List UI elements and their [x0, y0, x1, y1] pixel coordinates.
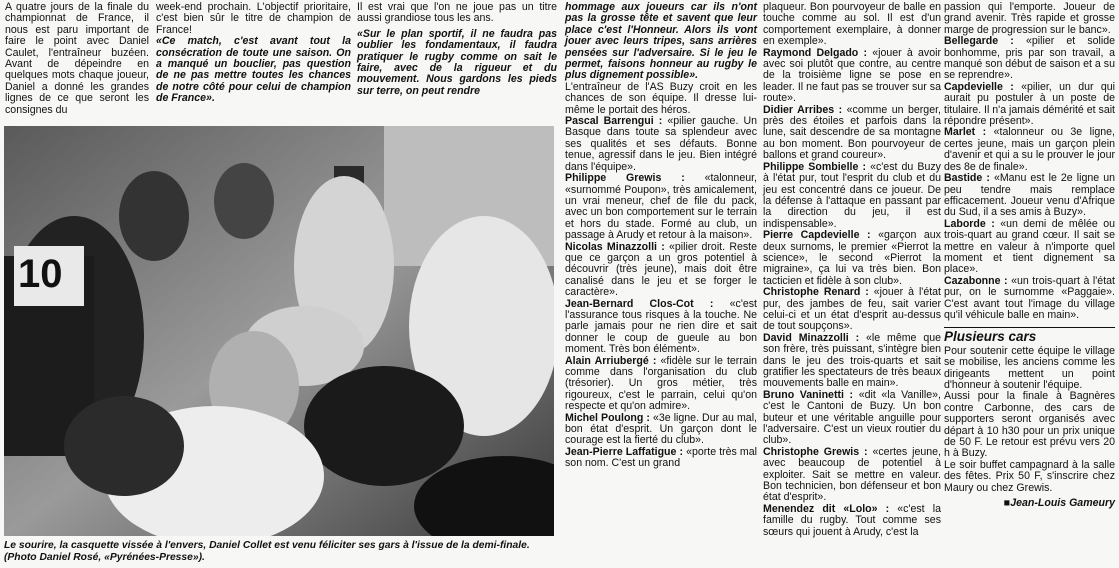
player-name: Didier Arribes :: [763, 103, 843, 116]
player-description: «jouer à avoir avec soi plutôt que contre, au centre de la troisième ligne se pose en leader. Il ne faut pas se trouver sur sa route».: [763, 46, 941, 105]
article-column-5: [763, 2, 941, 538]
photo-illustration: [4, 126, 554, 536]
player-description: «pilier gauche. Un Basque dans toute sa splendeur avec ses qualités et ses défauts. Bonne tenue, agressif dans le jeu. Bien intégré dans l'équipe».: [565, 115, 757, 173]
player-name: Pierre Capdevielle :: [763, 229, 871, 242]
player-description: «pilier, un dur qui aurait pu postuler à un poste de titulaire. Il n'a jamais démérité et sait répondre présent».: [944, 80, 1116, 128]
jersey-number: 10: [18, 252, 63, 296]
author-signature: ■ Jean-Louis Gameury: [944, 498, 1115, 509]
player-entry: [763, 48, 941, 105]
coach-quote-3: hommage aux joueurs car ils n'ont pas la grosse tête et savent que leur place c'est l'Honneur. Alors ils vont jouer avec leurs tripes, sans arrières pensées sur l'adversaire. Si le jeu le permet, faisons honneur au rugby le plus dignement possible».: [565, 1, 757, 82]
player-entry: [763, 105, 941, 162]
player-description: «le même que son frère, très puissant, s'intègre bien dans le jeu des trois-quarts et sait gratifier les spectateurs de très beaux mouvements balle en main».: [763, 331, 941, 390]
player-entry: [565, 242, 757, 299]
player-entry: [763, 447, 941, 504]
photo-caption: Le sourire, la casquette vissée à l'envers, Daniel Collet est venu féliciter ses gars à l'issue de la demi-finale. (Photo Daniel Rosé, «Pyrénées-Presse»).: [4, 540, 530, 563]
article-column-6: [944, 2, 1115, 509]
player-name: Alain Arriubergé :: [565, 354, 657, 367]
player-entry: [565, 116, 757, 173]
player-name: Michel Poulong :: [565, 411, 650, 424]
player-name: David Minazzolli :: [763, 331, 860, 344]
player-description: «jouer à l'état pur, des jambes de feu, sait varier celui-ci et un état d'esprit au-dessus de tout soupçons».: [763, 286, 941, 333]
player-entry: [565, 299, 757, 356]
column-6-lead: passion qui l'emporte. Joueur de grand avenir. Très rapide et grosse marge de progression sur le banc».: [944, 1, 1115, 36]
player-entry: [944, 36, 1115, 82]
player-entry: [944, 127, 1115, 173]
player-description: «fidèle sur le terrain comme dans l'organisation du club (trésorier). Un gros métier, très rigoureux, c'est le parrain, celui qu'on respecte et qu'on admire».: [565, 354, 757, 413]
player-name: Christophe Renard :: [763, 286, 869, 299]
player-name: Jean-Bernard Clos-Cot :: [565, 297, 714, 310]
player-description: «pilier et solide bonhomme, pris par son travail, a manqué son début de saison et a su se reprendre».: [944, 35, 1116, 82]
article-column-4: [565, 2, 757, 470]
player-entry: [763, 390, 941, 447]
column-5-lead: plaqueur. Bon pourvoyeur de balle en touche comme au sol. Il est d'un comportement exemplaire, à donner en exemple».: [763, 1, 941, 48]
article-column-2: [156, 2, 351, 105]
player-description: «c'est du Buzy à l'état pur, tout l'esprit du club et du jeu est concentré dans ce joueur. De la défense à l'attaque en passant par la direction du jeu, il est indispensable».: [763, 160, 941, 230]
player-description: «un demi de mêlée ou trois-quart au grand cœur. Il sait se mettre en valeur à n'importe quel moment et tient dignement sa place».: [944, 217, 1115, 276]
title-paragraph: Il est vrai que l'on ne joue pas un titre aussi grandiose tous les ans.: [357, 1, 557, 25]
player-entry: [944, 82, 1115, 128]
player-name: Bruno Vaninetti :: [763, 388, 854, 401]
player-entry: [944, 276, 1115, 322]
player-list-3: [944, 36, 1115, 321]
player-description: «pilier droit. Reste que ce garçon a un gros potentiel à découvrir (très jeune), mais doit être canalisé dans le jeu et se forger le caractère».: [565, 240, 757, 299]
player-entry: [944, 219, 1115, 276]
player-name: Raymond Delgado :: [763, 46, 868, 59]
coach-quote-2: «Sur le plan sportif, il ne faudra pas oublier les fondamentaux, il faudra pratiquer le rugby comme on sait le faire, avec de la rigueur et du mouvement. Nous gardons les pieds sur terre, on peut rendre: [357, 27, 557, 97]
player-name: Menendez dit «Lolo» :: [763, 502, 890, 515]
player-name: Philippe Grewis :: [565, 172, 685, 185]
player-name: Christophe Grewis :: [763, 445, 868, 458]
player-name: Bellegarde :: [944, 35, 1014, 48]
player-name: Marlet :: [944, 126, 987, 139]
player-description: «certes jeune, avec beaucoup de potentiel à exploiter. Sait se mettre en valeur. Bon technicien, bon défenseur et bon état d'esprit».: [763, 445, 941, 504]
buses-paragraph: Aussi pour la finale à Bagnères contre Carbonne, des cars de supporters seront organisés avec départ à 10 h30 pour un prix unique de 50 F. Le retour est prévu vers 20 h à Buzy.: [944, 390, 1115, 460]
player-entry: [763, 333, 941, 390]
player-name: Pascal Barrengui :: [565, 115, 663, 128]
player-name: Nicolas Minazzolli :: [565, 240, 665, 253]
player-description: «talonneur ou 3e ligne, certes jeune, mais un garçon plein d'avenir et qui a su le prouver le jour des 8e de finale».: [944, 126, 1115, 173]
player-entry: [763, 504, 941, 538]
player-name: Jean-Pierre Laffatigue :: [565, 445, 683, 458]
player-list-2: [763, 48, 941, 538]
player-description: «c'est la famille du rugby. Tout comme ses sœurs qui jouent à Arudy, c'est la: [763, 502, 941, 538]
player-entry: [763, 162, 941, 230]
player-entry: [763, 287, 941, 333]
objective-paragraph: week-end prochain. L'objectif prioritaire, c'est bien sûr le titre de champion de France!: [156, 1, 351, 36]
player-name: Capdevielle :: [944, 80, 1014, 93]
player-entry: [763, 230, 941, 287]
locker-room-photo: [4, 126, 554, 536]
coach-quote-1: «Ce match, c'est avant tout la consécration de toute une saison. On a manqué un bouclier, pas question de ne pas mettre toutes les chances de notre côté pour celui de champion de France».: [156, 35, 351, 105]
player-name: Philippe Sombielle :: [763, 160, 866, 173]
player-description: «3e ligne. Dur au mal, bon état d'esprit. Un garçon dont le courage est la fierté du club».: [565, 411, 757, 447]
buffet-paragraph: Le soir buffet campagnard à la salle des fêtes. Prix 50 F, s'inscrire chez Maury ou chez Grewis.: [944, 458, 1115, 494]
supporters-paragraph: Pour soutenir cette équipe le village se mobilise, les anciens comme les dirigeants mettent un point d'honneur à soutenir l'équipe.: [944, 344, 1115, 391]
article-intro-column: [5, 2, 149, 116]
player-entry: [565, 356, 757, 413]
player-description: «dit «la Vanille», c'est le Cantoni de Buzy. Un bon buteur et une véritable anguille pour l'adversaire. C'est un vieux routier du club».: [763, 388, 941, 447]
player-description: «garçon aux deux surnoms, le premier «Pierrot la science», le second «Pierrot la migraine», ça lui va très bien. Bon tacticien et fidèle à son club».: [763, 229, 941, 287]
player-name: Bastide :: [944, 172, 990, 185]
article-column-3: [357, 2, 557, 97]
coach-intro: L'entraîneur de l'AS Buzy croit en les chances de son équipe. Il dresse lui-même le portait des héros.: [565, 80, 757, 116]
player-entry: [565, 447, 757, 470]
player-description: «Manu est le 2e ligne un peu tendre mais remplace efficacement. Joueur venu d'Afrique du Sud, il a ses amis à Buzy».: [944, 172, 1116, 219]
player-entry: [565, 173, 757, 241]
player-description: «comme un berger, près des étoiles et parfois dans la lune, sait descendre de sa montagne au bon moment. Bon pourvoyeur de ballons et grand coureur».: [763, 103, 941, 162]
player-entry: [565, 413, 757, 447]
player-description: «c'est l'assurance tous risques à la touche. Ne parle jamais pour ne rien dire et sait donner le coup de gueule au bon moment. Très bon élément».: [565, 297, 757, 356]
player-name: Cazabonne :: [944, 274, 1008, 287]
player-entry: [944, 173, 1115, 219]
player-description: «talonneur, «surnommé Poupon», très amicalement, un vrai meneur, chef de file du pack, avec un bon comportement sur le terrain et hors du stade. Formé au club, un passage à Arudy et retour à la maison».: [565, 172, 757, 242]
player-description: «porte très mal son nom. C'est un grand: [565, 445, 757, 470]
intro-paragraph: A quatre jours de la finale du championnat de France, il nous est paru important de faire le point avec Daniel Caulet, l'entraîneur buzéen. Avant de dépeindre en quelques mots chaque joueur, Daniel a donné les grandes lignes de ce que seront les consignes du: [5, 1, 149, 116]
subheading: Plusieurs cars: [944, 327, 1115, 342]
player-list-1: [565, 116, 757, 470]
player-description: «un trois-quart à l'état pur, on le surnomme «Paggaie». C'est avant tout l'image du village qu'il véhicule balle en main».: [944, 274, 1115, 321]
player-name: Laborde :: [944, 217, 995, 230]
